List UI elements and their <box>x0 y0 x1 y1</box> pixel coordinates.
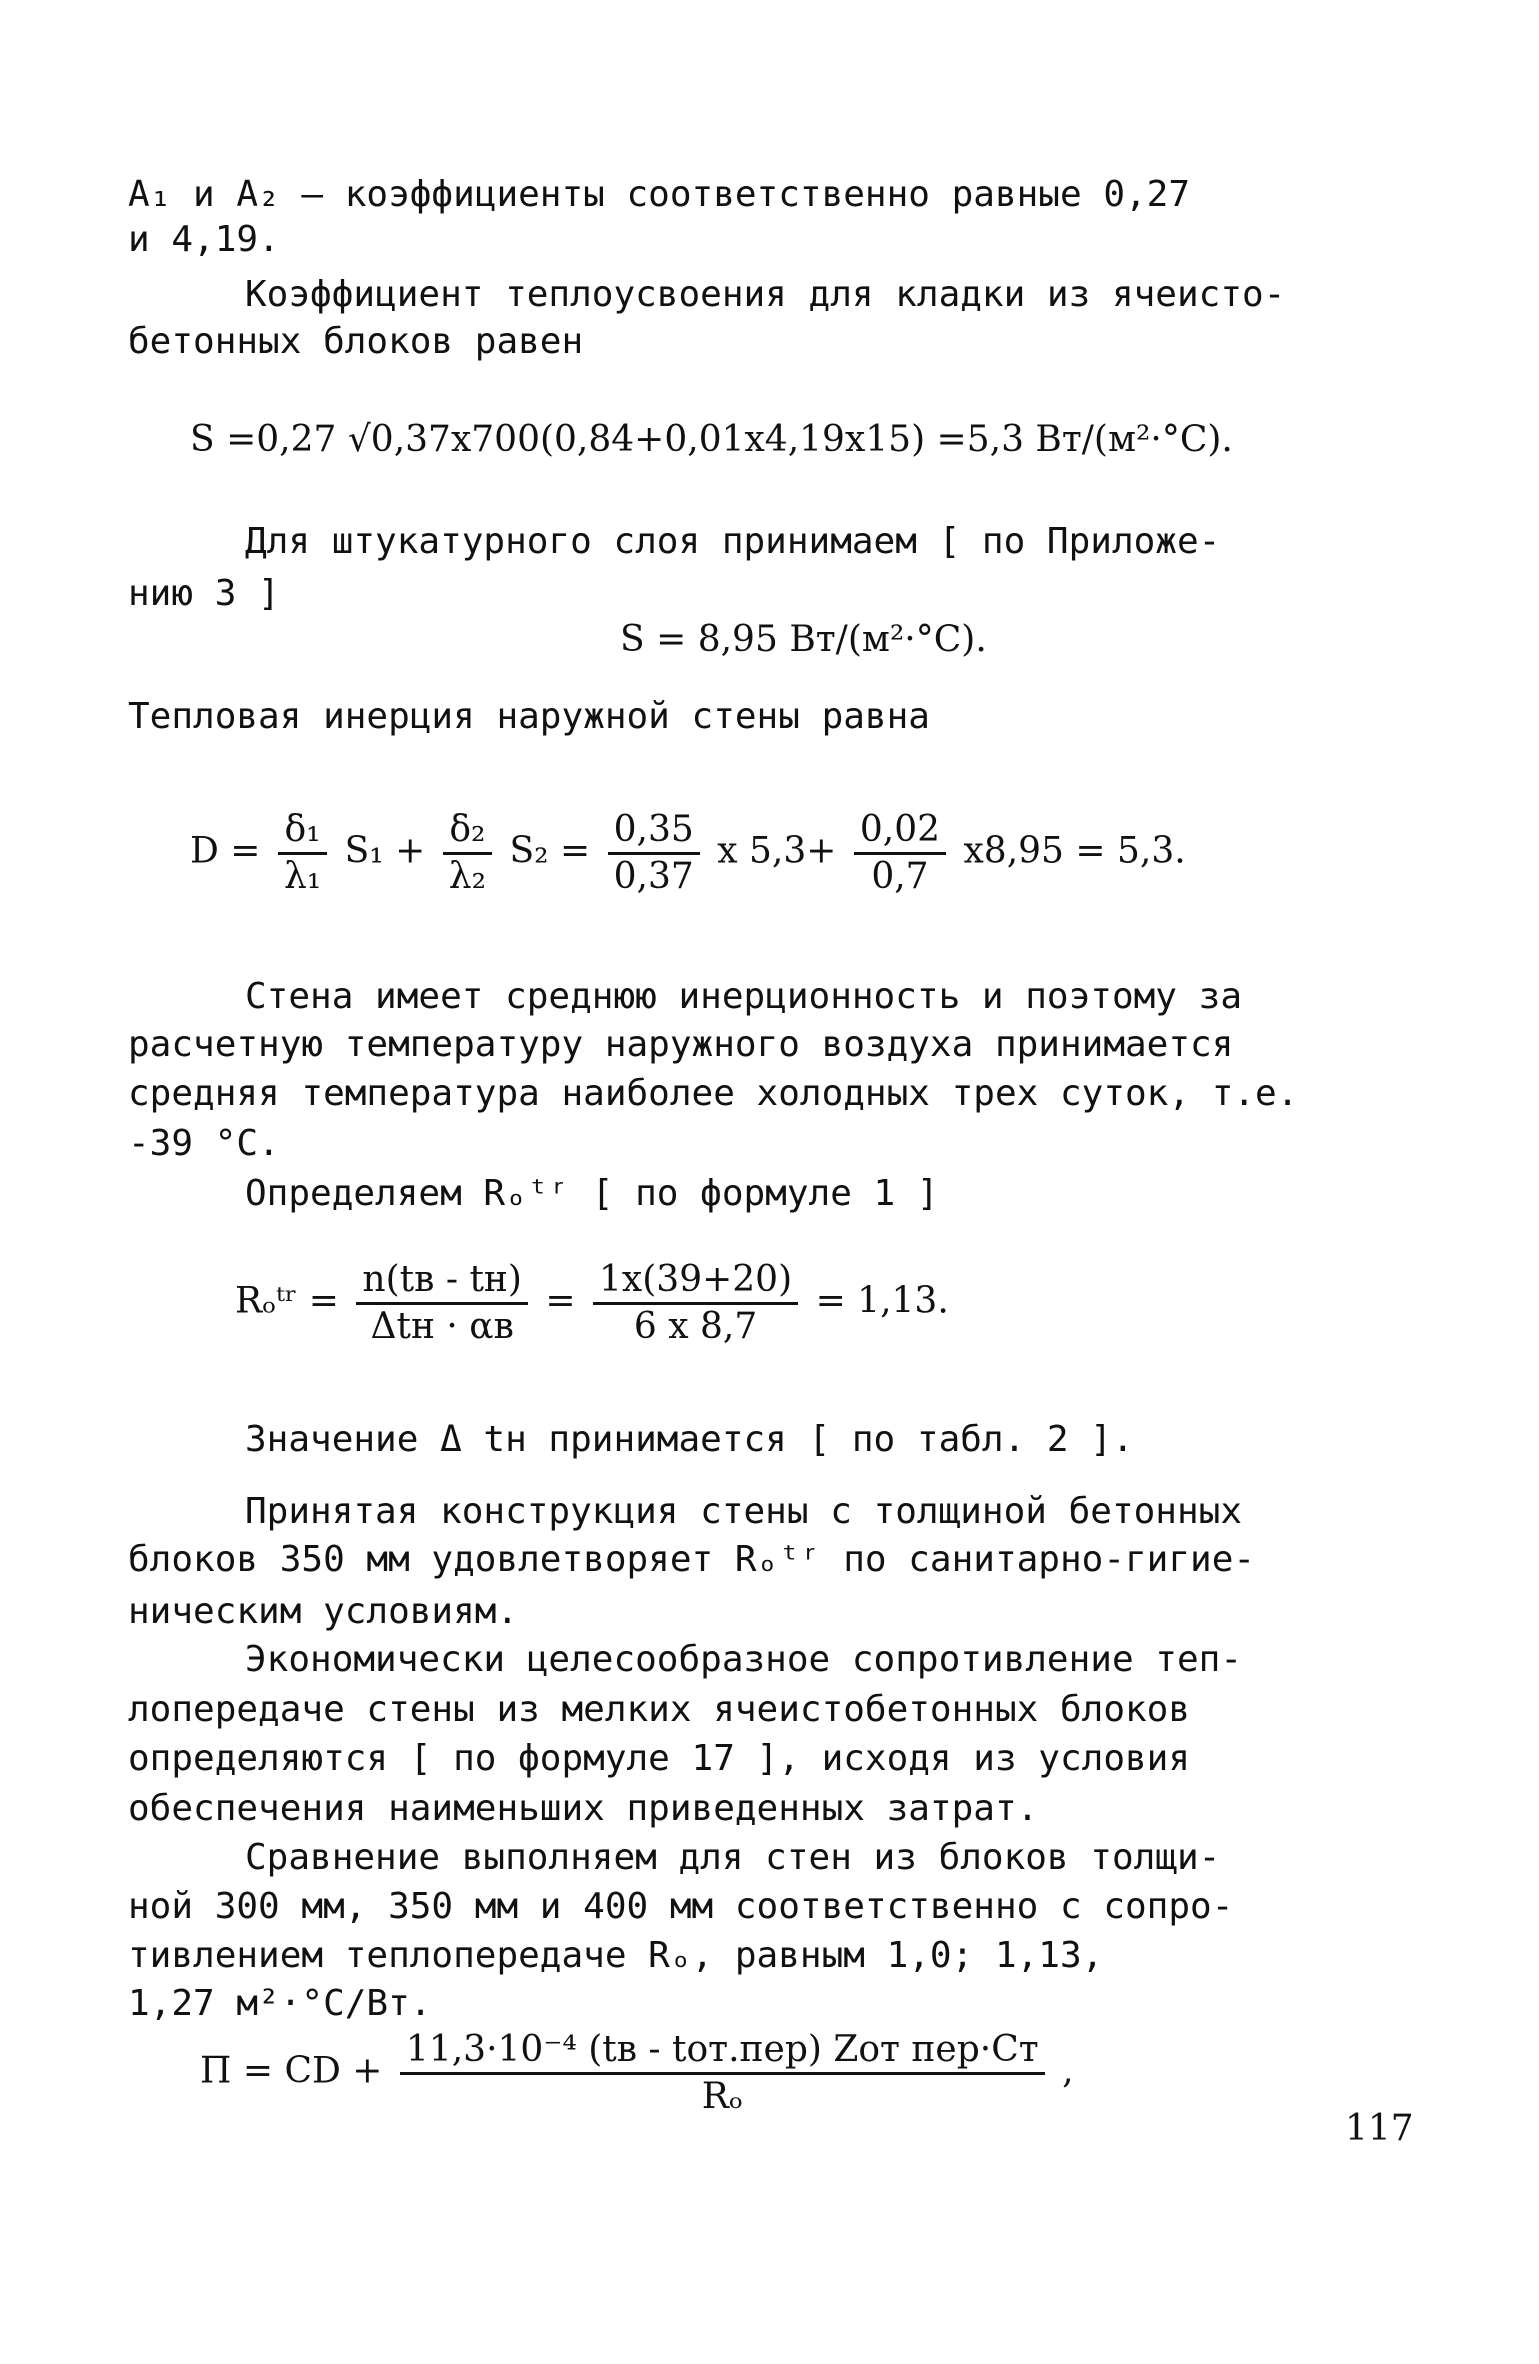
fraction-denominator: 0,37 <box>613 856 694 897</box>
eq-lead: D = <box>190 830 261 872</box>
text-line: А₁ и А₂ – коэффициенты соответственно равные 0,27 <box>128 174 1191 215</box>
text-line: бетонных блоков равен <box>128 321 584 362</box>
eq-lead: Rₒᵗʳ = <box>235 1280 339 1322</box>
text-line: нию 3 ] <box>128 573 280 614</box>
text-line: Коэффициент теплоусвоения для кладки из ячеисто- <box>245 274 1286 315</box>
text-line: Для штукатурного слоя принимаем [ по Приложе- <box>245 521 1221 562</box>
eq-term: = <box>545 1280 576 1322</box>
fraction <box>400 2030 1045 2117</box>
fraction-denominator: 6 x 8,7 <box>633 1306 758 1347</box>
fraction-numerator: n(tв - tн) <box>356 1260 528 1305</box>
eq-lead: П = CD + <box>200 2050 383 2092</box>
fraction <box>443 810 492 897</box>
text-line: Значение Δ tн принимается [ по табл. 2 ]. <box>245 1419 1134 1460</box>
eq-tail: = 1,13. <box>815 1280 949 1322</box>
fraction-numerator: 1x(39+20) <box>593 1260 798 1305</box>
fraction-denominator: Δtн · αв <box>370 1306 514 1347</box>
equation-s-cellular: S =0,27 √0,37x700(0,84+0,01x4,19x15) =5,3 Вт/(м²·°С). <box>190 419 1233 460</box>
page-number: 117 <box>1345 2108 1414 2149</box>
text-line: обеспечения наименьших приведенных затрат. <box>128 1788 1039 1829</box>
text-line: Принятая конструкция стены с толщиной бетонных <box>245 1491 1242 1532</box>
eq-term: S₂ = <box>509 830 591 872</box>
fraction <box>608 810 700 897</box>
equation-required-resistance <box>235 1260 949 1347</box>
text-line: блоков 350 мм удовлетворяет Rₒᵗʳ по санитарно-гигие- <box>128 1539 1256 1580</box>
text-line: Тепловая инерция наружной стены равна <box>128 696 930 737</box>
text-line: и 4,19. <box>128 219 280 260</box>
equation-s-plaster: S = 8,95 Вт/(м²·°С). <box>620 619 987 660</box>
fraction-numerator: 0,02 <box>854 810 946 855</box>
text-line: ной 300 мм, 350 мм и 400 мм соответственно с сопро- <box>128 1886 1234 1927</box>
fraction-denominator: λ₁ <box>283 856 322 897</box>
fraction-numerator: δ₂ <box>443 810 492 855</box>
text-line: Экономически целесообразное сопротивление теп- <box>245 1639 1242 1680</box>
fraction-numerator: 11,3·10⁻⁴ (tв - tот.пер) Zот пер·Cт <box>400 2030 1045 2075</box>
equation-reduced-costs <box>200 2030 1074 2117</box>
fraction-denominator: λ₂ <box>448 856 487 897</box>
eq-tail: x8,95 = 5,3. <box>963 830 1186 872</box>
fraction-numerator: δ₁ <box>278 810 327 855</box>
text-line: Определяем Rₒᵗʳ [ по формуле 1 ] <box>245 1173 939 1214</box>
fraction <box>278 810 327 897</box>
text-line: Сравнение выполняем для стен из блоков толщи- <box>245 1837 1221 1878</box>
text-line: определяются [ по формуле 17 ], исходя из условия <box>128 1738 1191 1779</box>
text-line: ническим условиям. <box>128 1591 519 1632</box>
text-line: 1,27 м²·°С/Вт. <box>128 1983 432 2024</box>
fraction-numerator: 0,35 <box>608 810 700 855</box>
eq-term: x 5,3+ <box>717 830 837 872</box>
fraction <box>356 1260 528 1347</box>
eq-term: S₁ + <box>344 830 426 872</box>
text-line: Стена имеет среднюю инерционность и поэтому за <box>245 976 1242 1017</box>
text-line: лопередаче стены из мелких ячеистобетонных блоков <box>128 1689 1191 1730</box>
eq-tail: , <box>1062 2050 1074 2092</box>
fraction <box>593 1260 798 1347</box>
fraction-denominator: Rₒ <box>701 2076 743 2117</box>
text-line: тивлением теплопередаче Rₒ, равным 1,0; 1,13, <box>128 1935 1104 1976</box>
text-line: -39 °С. <box>128 1123 280 1164</box>
fraction <box>854 810 946 897</box>
equation-thermal-inertia <box>190 810 1186 897</box>
fraction-denominator: 0,7 <box>871 856 929 897</box>
text-line: расчетную температуру наружного воздуха принимается <box>128 1024 1234 1065</box>
text-line: средняя температура наиболее холодных трех суток, т.е. <box>128 1073 1299 1114</box>
